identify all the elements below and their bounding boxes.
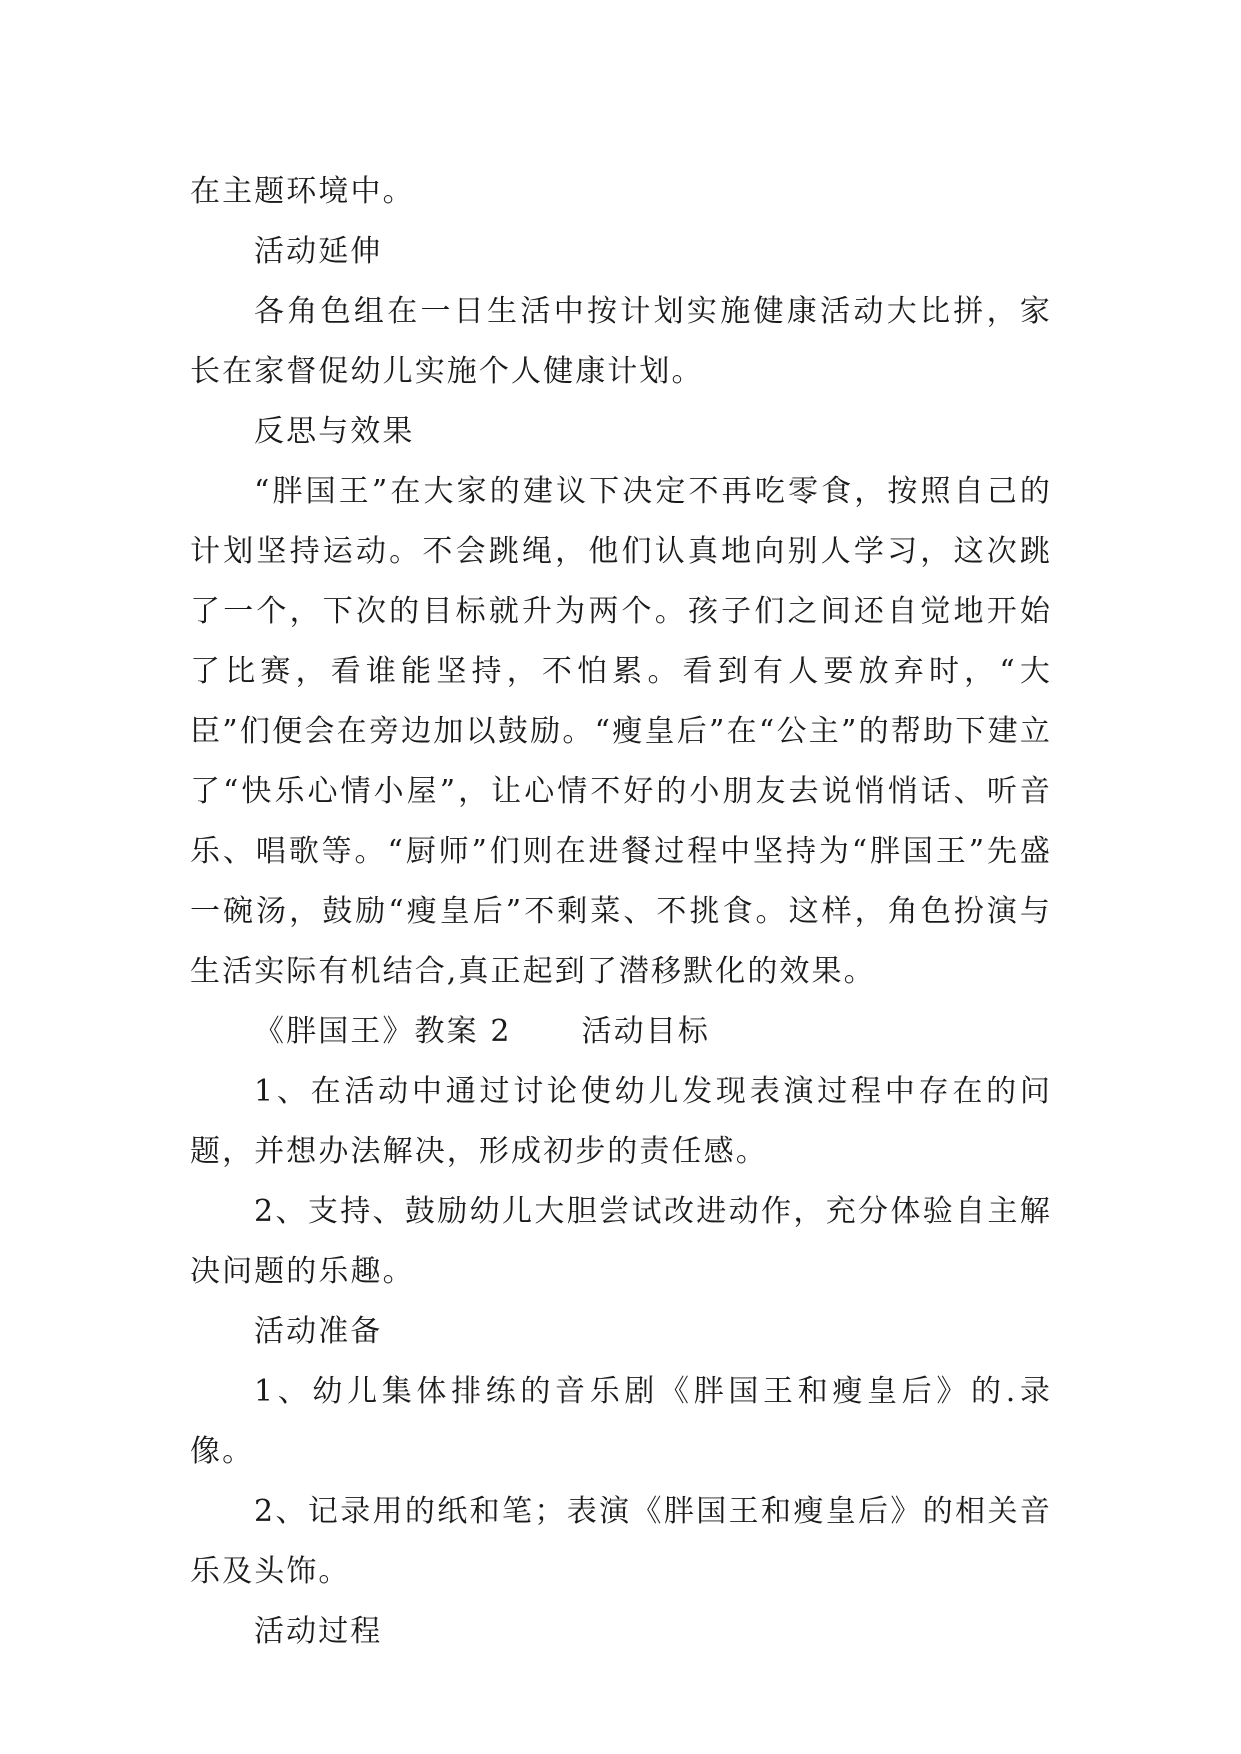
preparation-item-2: 2、记录用的纸和笔；表演《胖国王和瘦皇后》的相关音乐及头饰。 bbox=[190, 1494, 1052, 1589]
lesson-plan-title: 《胖国王》教案 2 bbox=[254, 1014, 512, 1049]
heading-lesson-plan-2 bbox=[190, 1002, 1052, 1062]
document-body bbox=[190, 162, 1052, 1662]
heading-activity-process: 活动过程 bbox=[254, 1614, 383, 1649]
paragraph-reflection: “胖国王”在大家的建议下决定不再吃零食，按照自己的计划坚持运动。不会跳绳，他们认真地向别人学习，这次跳了一个，下次的目标就升为两个。孩子们之间还自觉地开始了比赛，看谁能坚持，不怕累。看到有人要放弃时，“大臣”们便会在旁边加以鼓励。“瘦皇后”在“公主”的帮助下建立了“快乐心情小屋”，让心情不好的小朋友去说悄悄话、听音乐、唱歌等。“厨师”们则在进餐过程中坚持为“胖国王”先盛一碗汤，鼓励“瘦皇后”不剩菜、不挑食。这样，角色扮演与生活实际有机结合,真正起到了潜移默化的效果。 bbox=[190, 474, 1052, 989]
heading-activity-extension: 活动延伸 bbox=[254, 234, 383, 269]
goal-item-1: 1、在活动中通过讨论使幼儿发现表演过程中存在的问题，并想办法解决，形成初步的责任感。 bbox=[190, 1074, 1052, 1169]
heading-activity-goals: 活动目标 bbox=[581, 1014, 710, 1049]
heading-reflection: 反思与效果 bbox=[254, 414, 415, 449]
goal-item-2: 2、支持、鼓励幼儿大胆尝试改进动作，充分体验自主解决问题的乐趣。 bbox=[190, 1194, 1052, 1289]
paragraph-continuation: 在主题环境中。 bbox=[190, 174, 415, 209]
preparation-item-1: 1、幼儿集体排练的音乐剧《胖国王和瘦皇后》的.录像。 bbox=[190, 1374, 1052, 1469]
heading-activity-preparation: 活动准备 bbox=[254, 1314, 383, 1349]
paragraph-activity-extension: 各角色组在一日生活中按计划实施健康活动大比拼，家长在家督促幼儿实施个人健康计划。 bbox=[190, 294, 1052, 389]
